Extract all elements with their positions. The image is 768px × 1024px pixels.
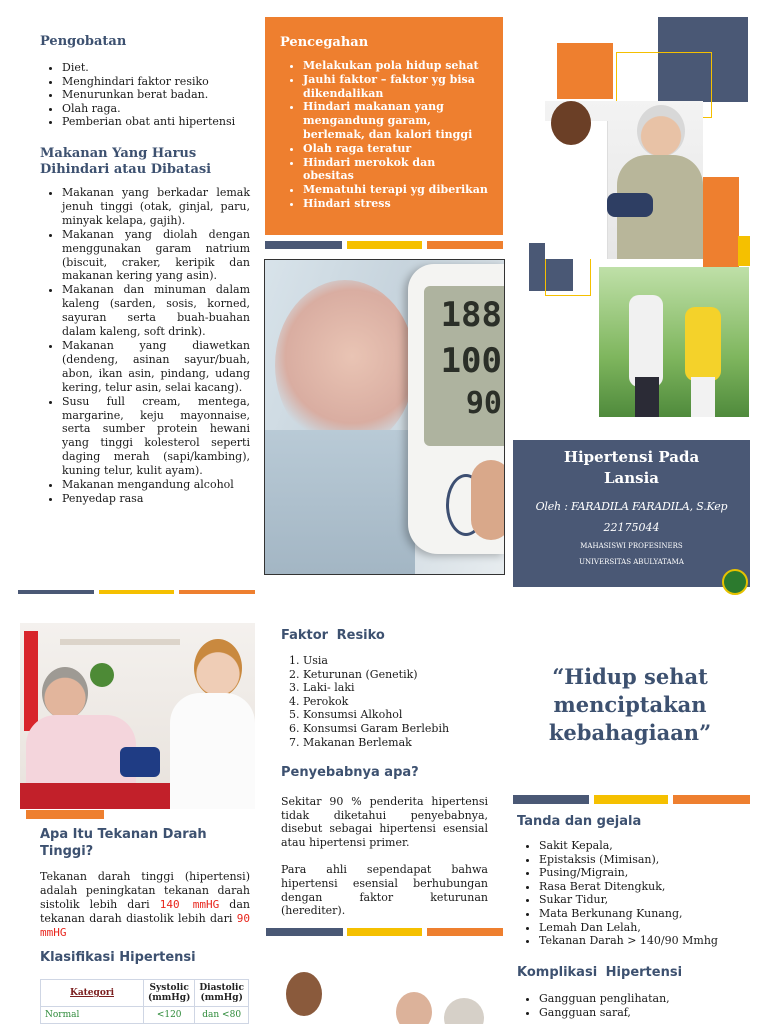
deco-orange-square-mid <box>703 177 739 267</box>
klasifikasi-header-kategori: Kategori <box>41 980 144 1007</box>
pencegahan-item: • Jauhi faktor – faktor yg bisa dikendalikan <box>303 73 489 101</box>
makanan-title-line2: Dihindari atau Dibatasi <box>40 162 212 177</box>
quote-line3: kebahagiaan” <box>548 720 712 745</box>
stripe-orange-tm <box>427 241 503 249</box>
faktor-item: 2. Keturunan (Genetik) <box>303 668 493 682</box>
stripe-navy-tm <box>265 241 342 249</box>
quote-line1: “Hidup sehat <box>552 664 708 689</box>
elderly-group-photo <box>266 960 503 1024</box>
makanan-item: • Makanan yang diawetkan (dendeng, asinan sayur/buah, abon, ikan asin, pindang, udang kering, telur asin, selai kacang). <box>62 339 250 395</box>
monitor-reading-pulse: 90 <box>465 386 502 421</box>
patient-blur <box>275 280 415 450</box>
shelf-red-icon <box>24 631 38 731</box>
cover-title-box <box>513 440 750 587</box>
quote-block <box>516 663 744 747</box>
komplikasi-section <box>517 965 747 1019</box>
doctor-patient-photo <box>20 623 255 809</box>
klasifikasi-section <box>40 950 250 1024</box>
cover-title-line2: Lansia <box>603 469 660 487</box>
stripe-yellow-tl <box>99 590 174 594</box>
tanda-item: • Lemah Dan Lelah, <box>539 921 747 935</box>
faktor-list <box>281 654 493 749</box>
klasifikasi-table <box>40 979 249 1024</box>
tanda-item: • Sakit Kepala, <box>539 839 747 853</box>
apa-itu-text <box>40 870 250 940</box>
apa-itu-highlight-140: 140 mmHG <box>159 898 220 911</box>
stripe-navy-br <box>513 795 589 804</box>
elder-woman-head <box>42 667 88 719</box>
pencegahan-item: • Melakukan pola hidup sehat <box>303 59 489 73</box>
klasifikasi-header-row <box>41 980 249 1007</box>
plant-icon <box>90 663 114 687</box>
cover-author: Oleh : FARADILA FARADILA, S.Kep <box>535 500 728 513</box>
bp-cuff <box>607 193 653 217</box>
hand-blur <box>471 460 505 540</box>
faktor-item: 4. Perokok <box>303 695 493 709</box>
makanan-item: • Makanan yang berkadar lemak jenuh tinggi (otak, ginjal, paru, minyak kelapa, gajih). <box>62 186 250 228</box>
makanan-title-line1: Makanan Yang Harus <box>40 146 197 161</box>
makanan-item: • Makanan dan minuman dalam kaleng (sarden, sosis, korned, sayuran serta buah-buahan dalam kaleng, soft drink). <box>62 283 250 339</box>
makanan-section <box>40 146 250 506</box>
jogger-woman-legs <box>691 377 715 417</box>
apa-itu-section <box>40 826 250 940</box>
photo-orange-bar <box>26 810 104 819</box>
apa-itu-title <box>40 826 250 860</box>
komplikasi-list <box>517 992 747 1019</box>
monitor-reading-systolic: 188 <box>440 295 502 335</box>
tanda-item: • Rasa Berat Ditengkuk, <box>539 880 747 894</box>
jogger-woman <box>685 307 721 381</box>
tanda-section <box>517 814 747 948</box>
pencegahan-item: • Hindari stress <box>303 197 489 211</box>
makanan-item: • Makanan yang diolah dengan menggunakan garam natrium (biscuit, craker, keripik dan makanan kering yang asin). <box>62 228 250 284</box>
quote-line2: menciptakan <box>553 692 707 717</box>
tanda-title: Tanda dan gejala <box>517 814 642 829</box>
pencegahan-item: • Hindari makanan yang mengandung garam, berlemak, dan kalori tinggi <box>303 100 489 141</box>
tanda-list <box>517 839 747 948</box>
pencegahan-title: Pencegahan <box>280 35 369 50</box>
elder-head <box>637 105 685 157</box>
penyebab-para1: Sekitar 90 % penderita hipertensi tidak diketahui penyebabnya, disebut sebagai hipertensi esensial atau hipertensi primer. <box>281 795 488 849</box>
deco-yellow-bar-right <box>738 236 750 266</box>
woman-head <box>444 998 484 1024</box>
stripe-orange-tl <box>179 590 255 594</box>
bp-monitor-photo <box>264 259 505 575</box>
tanda-item: • Epistaksis (Mimisan), <box>539 853 747 867</box>
pengobatan-list <box>40 61 252 129</box>
klasifikasi-cell-kategori: Normal <box>41 1007 144 1024</box>
faktor-item: 6. Konsumsi Garam Berlebih <box>303 722 493 736</box>
pencegahan-list <box>265 59 503 211</box>
komplikasi-title: Komplikasi Hipertensi <box>517 965 683 980</box>
monitor-reading-diastolic: 100 <box>440 341 502 381</box>
apa-itu-text-b: dan tekanan darah diastolik lebih dari <box>40 898 250 925</box>
cover-title-line1: Hipertensi Pada <box>563 448 700 466</box>
stripe-orange-br <box>673 795 750 804</box>
elderly-jogging-photo <box>599 267 749 417</box>
penyebab-section <box>281 765 488 918</box>
makanan-item: • Susu full cream, mentega, margarine, keju mayonnaise, serta sumber protein hewani yang tinggi kolesterol seperti daging merah (sapi/kambing), kuning telur, kulit ayam). <box>62 395 250 478</box>
nurse-head <box>551 101 591 145</box>
faktor-section <box>281 628 493 749</box>
faktor-item: 3. Laki- laki <box>303 681 493 695</box>
penyebab-title: Penyebabnya apa? <box>281 765 419 780</box>
stripe-yellow-br <box>594 795 668 804</box>
pillow-blur <box>265 430 415 574</box>
monitor-screen <box>424 286 505 446</box>
pengobatan-item: • Menurunkan berat badan. <box>62 88 252 102</box>
makanan-title <box>40 146 250 178</box>
apa-itu-highlight-90: 90 mmHG <box>40 912 250 939</box>
apa-itu-title-line2: Tinggi? <box>40 844 94 859</box>
stripe-navy-bm <box>266 928 343 936</box>
cover-university: UNIVERSITAS ABULYATAMA <box>579 558 684 566</box>
doctor-coat <box>170 693 255 809</box>
apa-itu-text-a: Tekanan darah tinggi (hipertensi) adalah peningkatan tekanan darah sistolik lebih dari <box>40 870 250 911</box>
cover-nim: 22175044 <box>603 521 660 534</box>
pencegahan-box <box>265 17 503 235</box>
pencegahan-item: • Hindari merokok dan obesitas <box>303 156 489 184</box>
faktor-item: 7. Makanan Berlemak <box>303 736 493 750</box>
cover-title <box>513 447 750 489</box>
pengobatan-section <box>40 34 252 129</box>
penyebab-para2: Para ahli sependapat bahwa hipertensi esensial berhubungan dengan faktor keturunan (herediter). <box>281 863 488 918</box>
man-head-1 <box>286 972 322 1016</box>
tanda-item: • Tekanan Darah > 140/90 Mmhg <box>539 934 747 948</box>
pengobatan-title: Pengobatan <box>40 34 127 49</box>
tanda-item: • Sukar Tidur, <box>539 893 747 907</box>
makanan-list <box>40 186 250 506</box>
stripe-orange-bm <box>427 928 503 936</box>
klasifikasi-cell-diastolic: dan <80 <box>195 1007 249 1024</box>
tanda-item: • Pusing/Migrain, <box>539 866 747 880</box>
shelf <box>60 639 180 645</box>
bp-device <box>120 747 160 777</box>
deco-orange-square-top <box>557 43 613 99</box>
cover-program: MAHASISWI PROFESINERS <box>580 542 683 550</box>
pencegahan-item: • Olah raga teratur <box>303 142 489 156</box>
klasifikasi-header-systolic: Systolic (mmHg) <box>144 980 195 1007</box>
faktor-item: 1. Usia <box>303 654 493 668</box>
man-head-2 <box>396 992 432 1024</box>
jogger-man <box>629 295 663 387</box>
stripe-navy-tl <box>18 590 94 594</box>
pengobatan-item: • Menghindari faktor resiko <box>62 75 252 89</box>
jogger-man-legs <box>635 377 659 417</box>
stripe-yellow-bm <box>347 928 422 936</box>
klasifikasi-cell-systolic: <120 <box>144 1007 195 1024</box>
table-row <box>41 1007 249 1024</box>
komplikasi-item: • Gangguan saraf, <box>539 1006 747 1020</box>
faktor-item: 5. Konsumsi Alkohol <box>303 708 493 722</box>
faktor-title: Faktor Resiko <box>281 628 385 643</box>
makanan-item: • Penyedap rasa <box>62 492 250 506</box>
stripe-yellow-tm <box>347 241 422 249</box>
university-logo-icon <box>722 569 748 595</box>
makanan-item: • Makanan mengandung alcohol <box>62 478 250 492</box>
pengobatan-item: • Pemberian obat anti hipertensi <box>62 115 252 129</box>
pengobatan-item: • Olah raga. <box>62 102 252 116</box>
apa-itu-title-line1: Apa Itu Tekanan Darah <box>40 827 207 842</box>
klasifikasi-title: Klasifikasi Hipertensi <box>40 950 196 965</box>
pengobatan-item: • Diet. <box>62 61 252 75</box>
nurse-elder-photo <box>545 101 703 259</box>
tanda-item: • Mata Berkunang Kunang, <box>539 907 747 921</box>
komplikasi-item: • Gangguan penglihatan, <box>539 992 747 1006</box>
pencegahan-item: • Mematuhi terapi yg diberikan <box>303 183 489 197</box>
sofa-red <box>20 783 170 809</box>
doctor-head <box>194 639 242 697</box>
klasifikasi-header-diastolic: Diastolic (mmHg) <box>195 980 249 1007</box>
